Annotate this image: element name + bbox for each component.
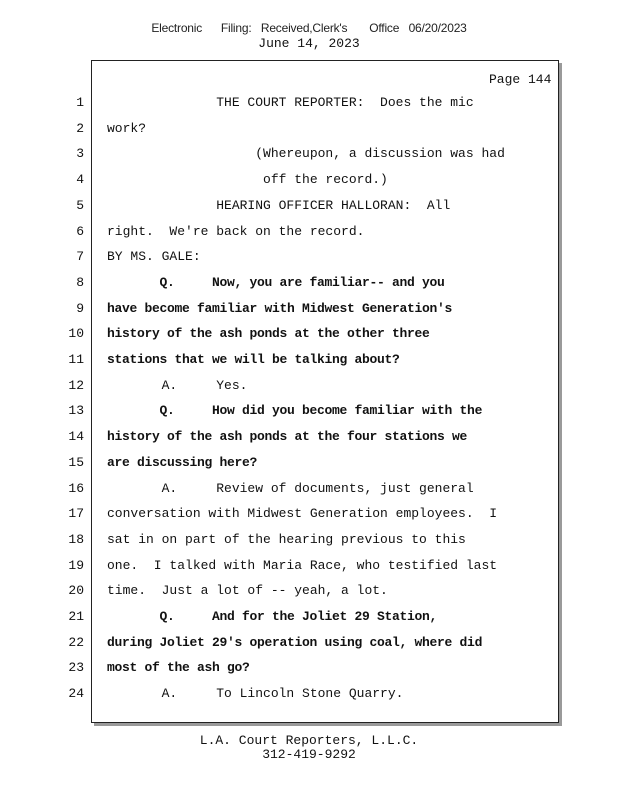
line-number: 9 (76, 300, 84, 316)
transcript-line (0, 478, 560, 500)
line-number: 16 (68, 480, 84, 496)
line-number: 10 (68, 326, 84, 342)
line-number: 20 (68, 583, 84, 599)
line-text: HEARING OFFICER HALLORAN: All (107, 197, 451, 213)
line-text: Q. How did you become familiar with the (107, 403, 483, 419)
transcript-line (0, 195, 560, 217)
line-text: work? (107, 120, 147, 136)
transcript-line (0, 298, 560, 320)
line-text: most of the ash go? (107, 660, 250, 676)
line-number: 21 (68, 609, 84, 624)
transcript-line (0, 606, 560, 628)
line-text: sat in on part of the hearing previous to this (107, 531, 466, 547)
transcript-line (0, 529, 560, 551)
line-number: 15 (68, 454, 84, 470)
transcript-line (0, 580, 560, 602)
line-text: off the record.) (107, 172, 388, 188)
transcript-line (0, 657, 560, 679)
line-number: 6 (76, 223, 84, 239)
line-number: 23 (68, 660, 84, 676)
transcript-line (0, 426, 560, 448)
line-number: 12 (68, 377, 84, 393)
line-number: 1 (76, 95, 84, 110)
line-number: 24 (68, 686, 84, 702)
transcript-line (0, 452, 560, 474)
line-text: are discussing here? (107, 454, 258, 470)
transcript-line (0, 118, 560, 140)
transcript-line (0, 272, 560, 294)
line-number: 22 (68, 634, 84, 650)
line-number: 2 (76, 120, 84, 136)
line-number: 8 (76, 274, 84, 290)
line-text: during Joliet 29's operation using coal, where did (107, 634, 483, 650)
line-number: 13 (68, 403, 84, 419)
line-text: right. We're back on the record. (107, 223, 365, 239)
line-number: 4 (76, 172, 84, 188)
transcript-date: June 14, 2023 (258, 36, 360, 51)
court-reporter-company: L.A. Court Reporters, L.L.C. (199, 733, 419, 748)
transcript-line (0, 246, 560, 268)
line-text: history of the ash ponds at the other three (107, 326, 430, 342)
court-reporter-phone: 312-419-9292 (262, 747, 356, 762)
line-text: Q. Now, you are familiar-- and you (107, 274, 445, 290)
transcript-line (0, 323, 560, 345)
line-number: 17 (68, 506, 84, 522)
footer (0, 734, 618, 762)
page-number: Page 144 (489, 72, 552, 87)
line-text: Q. And for the Joliet 29 Station, (107, 609, 438, 624)
line-text: THE COURT REPORTER: Does the mic (107, 95, 474, 110)
line-number: 11 (68, 352, 84, 367)
line-text: A. Review of documents, just general (107, 480, 474, 496)
line-number: 14 (68, 429, 84, 445)
line-number: 7 (76, 249, 84, 265)
transcript-line (0, 349, 560, 371)
transcript-line (0, 92, 560, 114)
line-text: A. To Lincoln Stone Quarry. (107, 686, 404, 702)
transcript-line (0, 400, 560, 422)
line-number: 3 (76, 146, 84, 162)
line-text: BY MS. GALE: (107, 249, 201, 265)
transcript-line (0, 683, 560, 705)
line-text: one. I talked with Maria Race, who testified last (107, 557, 498, 573)
filing-stamp: Electronic Filing: Received,Clerk's Office 06/20/2023 (151, 21, 467, 35)
transcript-line (0, 221, 560, 243)
line-text: history of the ash ponds at the four stations we (107, 429, 468, 445)
line-number: 5 (76, 197, 84, 213)
line-text: conversation with Midwest Generation employees. I (107, 506, 498, 522)
line-number: 19 (68, 557, 84, 573)
transcript-line (0, 555, 560, 577)
line-number: 18 (68, 531, 84, 547)
transcript-line (0, 632, 560, 654)
line-text: A. Yes. (107, 377, 248, 393)
transcript-line (0, 375, 560, 397)
line-text: have become familiar with Midwest Generation's (107, 300, 453, 316)
line-text: time. Just a lot of -- yeah, a lot. (107, 583, 388, 599)
line-text: stations that we will be talking about? (107, 352, 400, 367)
transcript-line (0, 169, 560, 191)
line-text: (Whereupon, a discussion was had (107, 146, 505, 162)
transcript-line (0, 143, 560, 165)
transcript-line (0, 503, 560, 525)
